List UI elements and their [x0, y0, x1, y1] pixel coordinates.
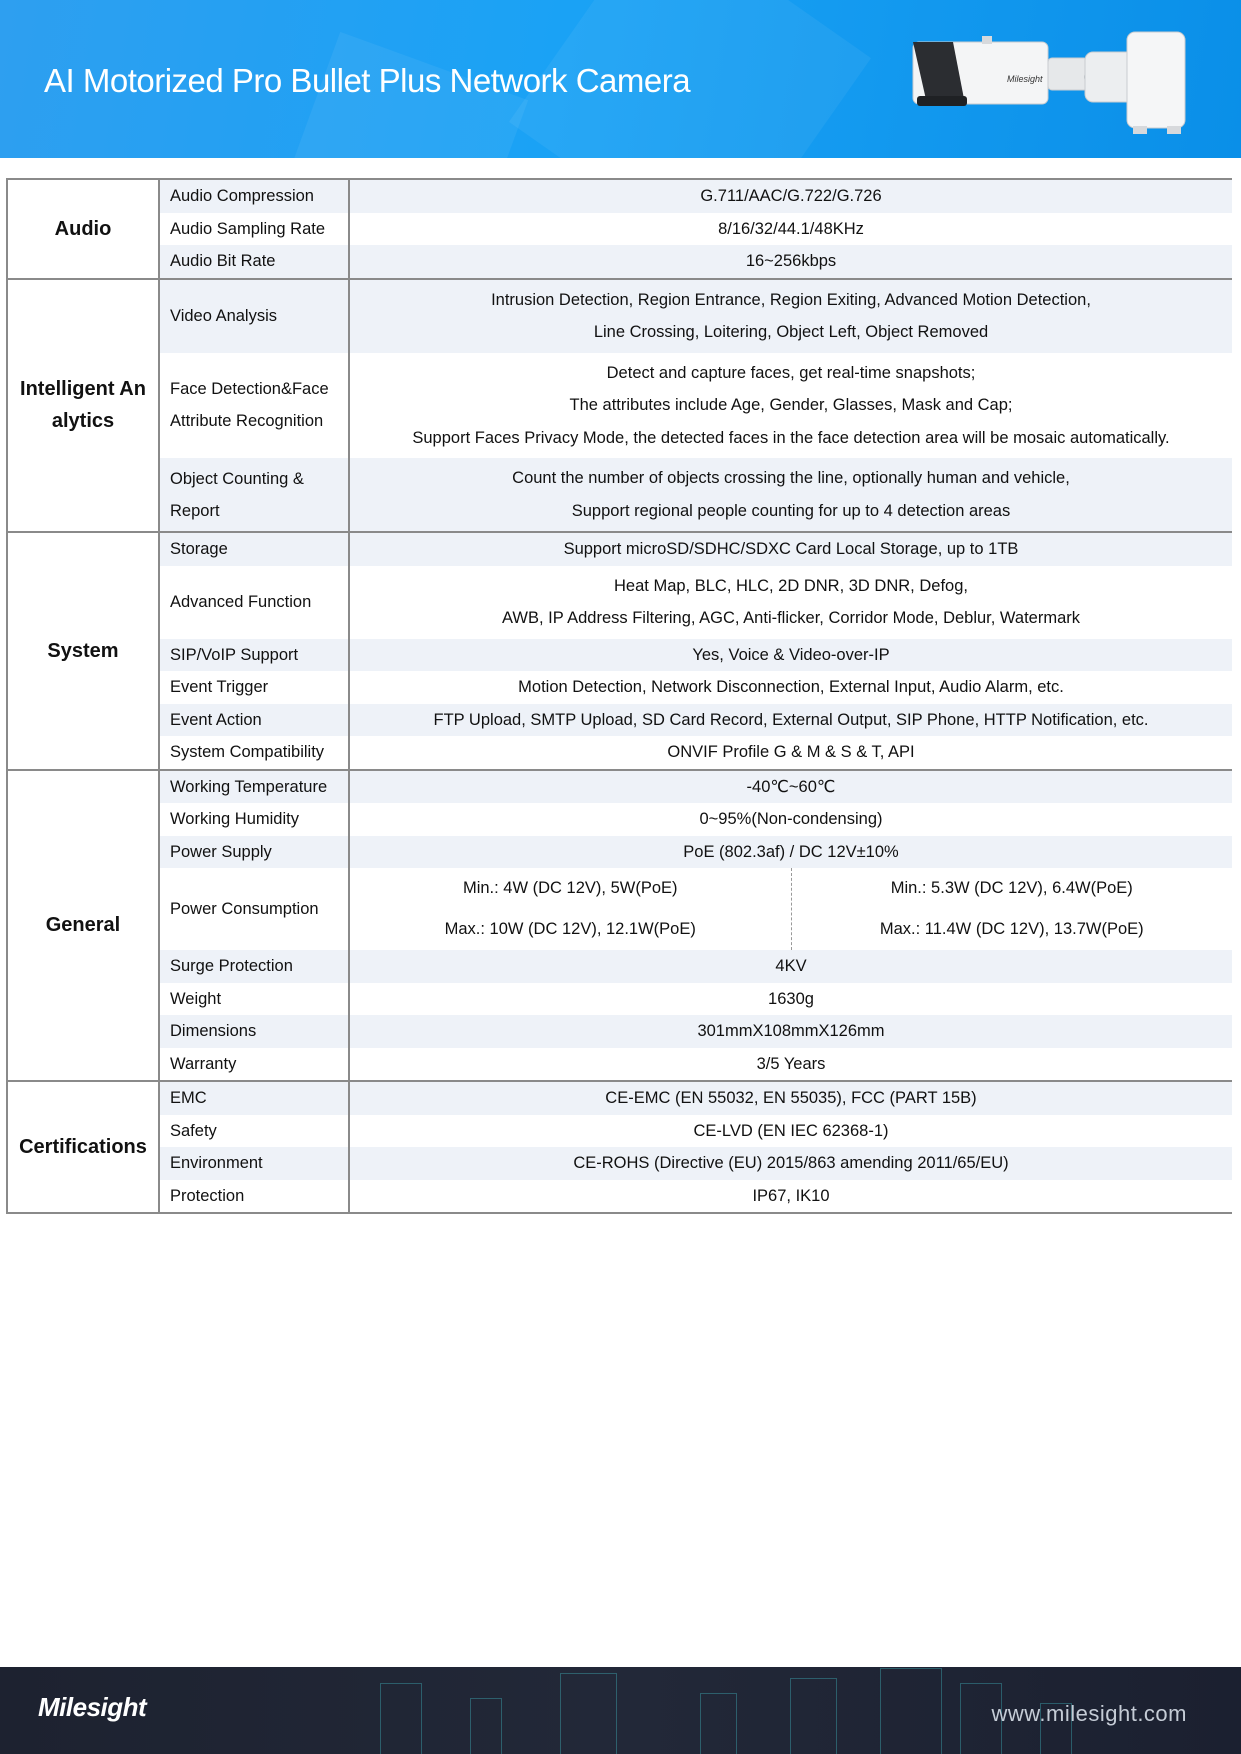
category-cell	[7, 770, 159, 1082]
spec-value-line: Heat Map, BLC, HLC, 2D DNR, 3D DNR, Defog,	[614, 576, 968, 595]
power-consumption-column	[792, 868, 1233, 950]
spec-value-line: CE-EMC (EN 55032, EN 55035), FCC (PART 15B)	[605, 1089, 977, 1107]
spec-value-line: Min.: 4W (DC 12V), 5W(PoE)	[462, 879, 678, 897]
spec-value-line: AWB, IP Address Filtering, AGC, Anti-flicker, Corridor Mode, Deblur, Watermark	[502, 609, 1080, 627]
table-row	[7, 353, 1232, 459]
spec-label: Environment	[159, 1147, 349, 1180]
spec-label-line: Attribute Recognition	[170, 412, 324, 431]
spec-value-line: Yes, Voice & Video-over-IP	[692, 645, 890, 664]
table-row	[7, 1147, 1232, 1180]
spec-value	[349, 671, 1232, 704]
power-consumption-column	[350, 868, 792, 950]
spec-label-line: Face Detection&Face	[170, 380, 329, 399]
category-label-line: alytics	[51, 410, 115, 433]
spec-label: Event Action	[159, 704, 349, 737]
table-row	[7, 1015, 1232, 1048]
page-title: AI Motorized Pro Bullet Plus Network Camera	[44, 62, 691, 99]
spec-value	[349, 1081, 1232, 1115]
spec-value	[349, 179, 1232, 213]
spec-value	[349, 213, 1232, 246]
spec-value-line: Support microSD/SDHC/SDXC Card Local Storage, up to 1TB	[563, 540, 1019, 558]
spec-value-line: 8/16/32/44.1/48KHz	[718, 219, 864, 238]
spec-label: Video Analysis	[159, 279, 349, 353]
footer-banner	[0, 1667, 1241, 1754]
spec-value-line: 16~256kbps	[745, 252, 837, 270]
spec-value-line: 4KV	[775, 957, 807, 975]
category-cell	[7, 179, 159, 279]
spec-label: Audio Compression	[159, 179, 349, 213]
spec-value-line: G.711/AAC/G.722/G.726	[700, 187, 882, 205]
spec-value-line: 0~95%(Non-condensing)	[699, 810, 883, 828]
spec-value-line: 3/5 Years	[756, 1054, 826, 1073]
spec-value-line: Count the number of objects crossing the line, optionally human and vehicle,	[512, 469, 1070, 487]
spec-value	[349, 1115, 1232, 1148]
spec-value-line: Support Faces Privacy Mode, the detected faces in the face detection area will be mosaic automatically.	[412, 428, 1170, 447]
table-row	[7, 566, 1232, 639]
category-cell	[7, 532, 159, 770]
table-row	[7, 983, 1232, 1016]
spec-label: SIP/VoIP Support	[159, 639, 349, 672]
spec-label-line: Object Counting &	[170, 469, 304, 488]
spec-label: Advanced Function	[159, 566, 349, 639]
spec-label: Power Supply	[159, 836, 349, 869]
category-label: System	[47, 639, 119, 662]
spec-label: Storage	[159, 532, 349, 566]
table-row	[7, 1081, 1232, 1115]
footer-website-link[interactable]: www.milesight.com	[991, 1701, 1187, 1726]
table-row	[7, 704, 1232, 737]
spec-value-line: Support regional people counting for up to 4 detection areas	[571, 501, 1011, 520]
spec-value	[349, 868, 1232, 950]
spec-label	[159, 353, 349, 459]
category-label: Certifications	[19, 1136, 147, 1158]
camera-product-image	[905, 22, 1205, 140]
spec-value	[349, 983, 1232, 1016]
table-row	[7, 950, 1232, 983]
spec-label: Working Humidity	[159, 803, 349, 836]
spec-value	[349, 1180, 1232, 1214]
footer-logo: Milesight	[38, 1692, 147, 1722]
spec-value	[349, 245, 1232, 279]
table-row	[7, 179, 1232, 213]
table-row	[7, 1048, 1232, 1082]
spec-value-line: ONVIF Profile G & M & S & T, API	[667, 743, 915, 761]
table-row	[7, 836, 1232, 869]
spec-label: Protection	[159, 1180, 349, 1214]
spec-value	[349, 704, 1232, 737]
spec-label: Audio Bit Rate	[159, 245, 349, 279]
spec-label: Dimensions	[159, 1015, 349, 1048]
category-cell	[7, 279, 159, 533]
spec-value-line: -40℃~60℃	[746, 777, 836, 796]
spec-value	[349, 532, 1232, 566]
spec-label: EMC	[159, 1081, 349, 1115]
spec-value	[349, 1048, 1232, 1082]
spec-label: Event Trigger	[159, 671, 349, 704]
spec-value	[349, 279, 1232, 353]
spec-label	[159, 458, 349, 532]
spec-value	[349, 458, 1232, 532]
spec-value	[349, 1015, 1232, 1048]
spec-value	[349, 836, 1232, 869]
table-row	[7, 458, 1232, 532]
category-label: General	[45, 914, 121, 937]
category-cell	[7, 1081, 159, 1213]
category-label: Audio	[54, 217, 112, 240]
spec-value-line: 301mmX108mmX126mm	[697, 1022, 885, 1040]
table-row	[7, 671, 1232, 704]
spec-label-line: Report	[170, 501, 220, 520]
spec-value-line: Max.: 10W (DC 12V), 12.1W(PoE)	[444, 920, 696, 938]
spec-value-line: FTP Upload, SMTP Upload, SD Card Record, External Output, SIP Phone, HTTP Notification, etc.	[433, 710, 1149, 729]
spec-value	[349, 950, 1232, 983]
spec-value	[349, 566, 1232, 639]
spec-label: Audio Sampling Rate	[159, 213, 349, 246]
table-row	[7, 532, 1232, 566]
table-row	[7, 279, 1232, 353]
spec-value-line: Motion Detection, Network Disconnection, External Input, Audio Alarm, etc.	[518, 678, 1064, 696]
spec-label: Working Temperature	[159, 770, 349, 804]
table-row	[7, 803, 1232, 836]
spec-value-line: CE-ROHS (Directive (EU) 2015/863 amending 2011/65/EU)	[573, 1154, 1009, 1172]
spec-value-line: Min.: 5.3W (DC 12V), 6.4W(PoE)	[890, 879, 1133, 897]
spec-value	[349, 1147, 1232, 1180]
header-banner	[0, 0, 1241, 158]
table-row	[7, 639, 1232, 672]
spec-label: Surge Protection	[159, 950, 349, 983]
table-row	[7, 245, 1232, 279]
table-row	[7, 770, 1232, 804]
table-row	[7, 868, 1232, 950]
spec-value	[349, 639, 1232, 672]
spec-value	[349, 803, 1232, 836]
spec-value-line: The attributes include Age, Gender, Glasses, Mask and Cap;	[569, 396, 1013, 414]
table-row	[7, 736, 1232, 770]
spec-value-line: Detect and capture faces, get real-time snapshots;	[606, 363, 976, 382]
spec-value-line: Intrusion Detection, Region Entrance, Region Exiting, Advanced Motion Detection,	[491, 290, 1091, 309]
spec-value	[349, 736, 1232, 770]
spec-table	[6, 178, 1232, 1214]
spec-label: Warranty	[159, 1048, 349, 1082]
table-row	[7, 213, 1232, 246]
category-label-line: Intelligent An	[20, 378, 146, 401]
spec-value-line: 1630g	[768, 989, 814, 1008]
spec-value-line: Max.: 11.4W (DC 12V), 13.7W(PoE)	[879, 920, 1144, 938]
spec-label: Power Consumption	[159, 868, 349, 950]
spec-label: Weight	[159, 983, 349, 1016]
camera-logo: Milesight	[1007, 74, 1043, 84]
spec-value	[349, 353, 1232, 459]
spec-value	[349, 770, 1232, 804]
spec-value-line: PoE (802.3af) / DC 12V±10%	[683, 842, 899, 861]
spec-value-line: IP67, IK10	[752, 1186, 830, 1205]
spec-value-line: CE-LVD (EN IEC 62368-1)	[693, 1121, 889, 1140]
spec-label: System Compatibility	[159, 736, 349, 770]
table-row	[7, 1180, 1232, 1214]
spec-value-line: Line Crossing, Loitering, Object Left, Object Removed	[593, 323, 989, 341]
spec-label: Safety	[159, 1115, 349, 1148]
table-row	[7, 1115, 1232, 1148]
